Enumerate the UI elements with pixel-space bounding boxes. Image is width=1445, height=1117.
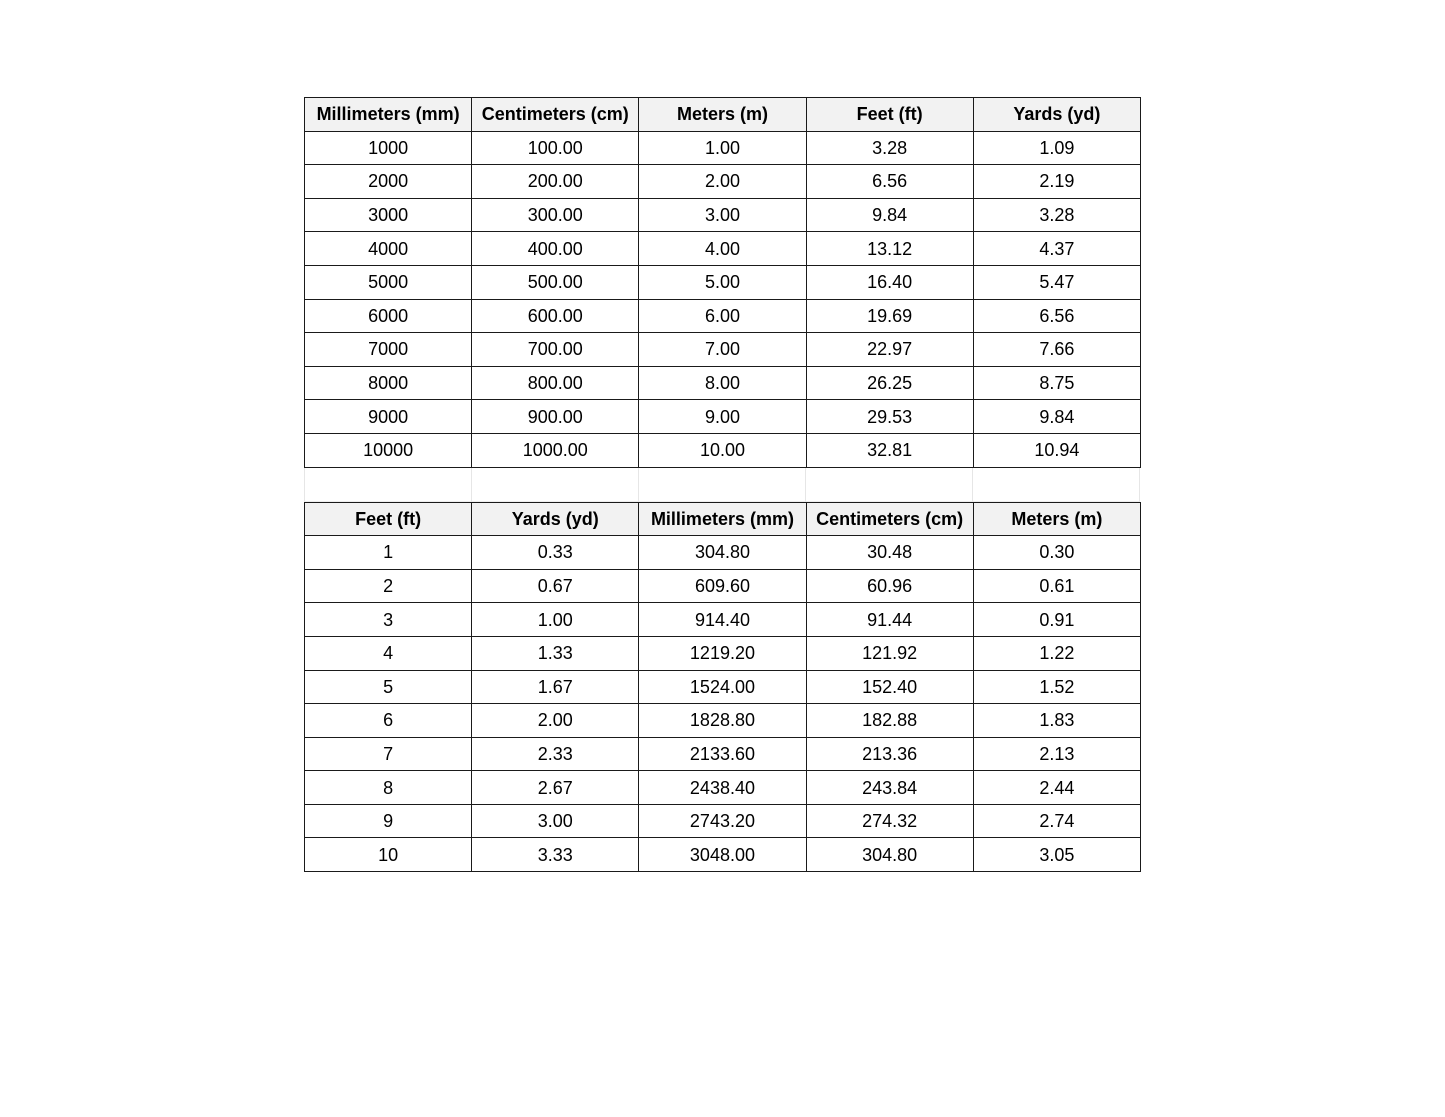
table-cell: 10: [305, 838, 472, 872]
table-row: [305, 670, 1141, 704]
table-cell: 900.00: [472, 400, 639, 434]
table-cell: 1.22: [973, 636, 1140, 670]
column-header: Meters (m): [639, 98, 806, 132]
table-row: [305, 704, 1141, 738]
metric-to-imperial-table: [304, 97, 1141, 468]
column-header: Feet (ft): [806, 98, 973, 132]
table-cell: 5: [305, 670, 472, 704]
table-cell: 2438.40: [639, 771, 806, 805]
table-cell: 9.00: [639, 400, 806, 434]
table-cell: 200.00: [472, 165, 639, 199]
table-row: [305, 299, 1141, 333]
table-cell: 2.33: [472, 737, 639, 771]
table-cell: 3.28: [806, 131, 973, 165]
table-cell: 29.53: [806, 400, 973, 434]
table-cell: 300.00: [472, 198, 639, 232]
table-cell: 9.84: [973, 400, 1140, 434]
column-header: Meters (m): [973, 502, 1140, 536]
table-cell: 2.00: [639, 165, 806, 199]
table-cell: 13.12: [806, 232, 973, 266]
table-header-row: [305, 98, 1141, 132]
table-cell: 6.00: [639, 299, 806, 333]
table-cell: 7.66: [973, 333, 1140, 367]
table-cell: 19.69: [806, 299, 973, 333]
table-cell: 3.28: [973, 198, 1140, 232]
table-cell: 2.44: [973, 771, 1140, 805]
table-cell: 60.96: [806, 569, 973, 603]
table-cell: 0.61: [973, 569, 1140, 603]
table-cell: 8000: [305, 366, 472, 400]
column-header: Yards (yd): [973, 98, 1140, 132]
table-cell: 1000.00: [472, 433, 639, 467]
table-cell: 3.00: [639, 198, 806, 232]
table-cell: 1.67: [472, 670, 639, 704]
table-cell: 9: [305, 804, 472, 838]
table-cell: 1.33: [472, 636, 639, 670]
table-cell: 3.00: [472, 804, 639, 838]
table-cell: 2: [305, 569, 472, 603]
table-cell: 26.25: [806, 366, 973, 400]
table-cell: 2.74: [973, 804, 1140, 838]
table-cell: 91.44: [806, 603, 973, 637]
table-cell: 7000: [305, 333, 472, 367]
table-row: [305, 232, 1141, 266]
table-header-row: [305, 502, 1141, 536]
column-header: Yards (yd): [472, 502, 639, 536]
table-cell: 100.00: [472, 131, 639, 165]
table-row: [305, 433, 1141, 467]
table-cell: 700.00: [472, 333, 639, 367]
table-row: [305, 265, 1141, 299]
table-cell: 800.00: [472, 366, 639, 400]
table-cell: 4: [305, 636, 472, 670]
table-row: [305, 400, 1141, 434]
imperial-to-metric-table: [304, 502, 1141, 873]
table-cell: 152.40: [806, 670, 973, 704]
table-cell: 5.47: [973, 265, 1140, 299]
table-cell: 8: [305, 771, 472, 805]
table-cell: 10.94: [973, 433, 1140, 467]
table-cell: 243.84: [806, 771, 973, 805]
table-cell: 914.40: [639, 603, 806, 637]
table-cell: 32.81: [806, 433, 973, 467]
column-header: Centimeters (cm): [472, 98, 639, 132]
table-cell: 9.84: [806, 198, 973, 232]
table-cell: 500.00: [472, 265, 639, 299]
table-cell: 22.97: [806, 333, 973, 367]
table-cell: 1828.80: [639, 704, 806, 738]
table-row: [305, 569, 1141, 603]
table-cell: 8.00: [639, 366, 806, 400]
table-cell: 2.13: [973, 737, 1140, 771]
table-cell: 4000: [305, 232, 472, 266]
table-cell: 10000: [305, 433, 472, 467]
table-cell: 16.40: [806, 265, 973, 299]
table-cell: 9000: [305, 400, 472, 434]
table-row: [305, 636, 1141, 670]
table-cell: 213.36: [806, 737, 973, 771]
table-cell: 2.19: [973, 165, 1140, 199]
table-cell: 2000: [305, 165, 472, 199]
table-cell: 3000: [305, 198, 472, 232]
table-cell: 2.67: [472, 771, 639, 805]
table-cell: 30.48: [806, 536, 973, 570]
table-cell: 0.67: [472, 569, 639, 603]
table-cell: 2743.20: [639, 804, 806, 838]
table-row: [305, 366, 1141, 400]
table-cell: 1: [305, 536, 472, 570]
column-header: Millimeters (mm): [639, 502, 806, 536]
table-cell: 7.00: [639, 333, 806, 367]
table-cell: 1.00: [472, 603, 639, 637]
table-cell: 5.00: [639, 265, 806, 299]
table-cell: 121.92: [806, 636, 973, 670]
table-cell: 6.56: [806, 165, 973, 199]
table-cell: 1.00: [639, 131, 806, 165]
table-cell: 609.60: [639, 569, 806, 603]
table-cell: 1524.00: [639, 670, 806, 704]
table-cell: 1.83: [973, 704, 1140, 738]
table-cell: 274.32: [806, 804, 973, 838]
table-row: [305, 838, 1141, 872]
column-header: Feet (ft): [305, 502, 472, 536]
table-cell: 2.00: [472, 704, 639, 738]
empty-grid-cell: [304, 468, 471, 502]
table-cell: 8.75: [973, 366, 1140, 400]
table-row: [305, 771, 1141, 805]
table-cell: 10.00: [639, 433, 806, 467]
table-cell: 600.00: [472, 299, 639, 333]
table-cell: 1000: [305, 131, 472, 165]
table-cell: 400.00: [472, 232, 639, 266]
table-cell: 6.56: [973, 299, 1140, 333]
table-row: [305, 165, 1141, 199]
table-cell: 304.80: [639, 536, 806, 570]
table-row: [305, 737, 1141, 771]
table-cell: 5000: [305, 265, 472, 299]
empty-grid-cell: [805, 468, 972, 502]
table-cell: 4.37: [973, 232, 1140, 266]
table-cell: 2133.60: [639, 737, 806, 771]
table-cell: 3.05: [973, 838, 1140, 872]
table-cell: 3.33: [472, 838, 639, 872]
column-header: Millimeters (mm): [305, 98, 472, 132]
table-cell: 3048.00: [639, 838, 806, 872]
table-row: [305, 131, 1141, 165]
table-cell: 1.52: [973, 670, 1140, 704]
empty-grid-cell: [638, 468, 805, 502]
table-cell: 3: [305, 603, 472, 637]
conversion-sheet: [304, 97, 1140, 872]
table-cell: 182.88: [806, 704, 973, 738]
table-row: [305, 536, 1141, 570]
table-row: [305, 804, 1141, 838]
table-cell: 6000: [305, 299, 472, 333]
table-cell: 6: [305, 704, 472, 738]
table-cell: 304.80: [806, 838, 973, 872]
table-cell: 4.00: [639, 232, 806, 266]
empty-grid-cell: [972, 468, 1140, 502]
table-cell: 0.91: [973, 603, 1140, 637]
column-header: Centimeters (cm): [806, 502, 973, 536]
table-cell: 1219.20: [639, 636, 806, 670]
empty-grid-cell: [471, 468, 638, 502]
table-cell: 1.09: [973, 131, 1140, 165]
table-row: [305, 198, 1141, 232]
table-spacer-row: [304, 468, 1140, 502]
table-row: [305, 333, 1141, 367]
table-cell: 0.30: [973, 536, 1140, 570]
table-cell: 7: [305, 737, 472, 771]
table-row: [305, 603, 1141, 637]
table-cell: 0.33: [472, 536, 639, 570]
